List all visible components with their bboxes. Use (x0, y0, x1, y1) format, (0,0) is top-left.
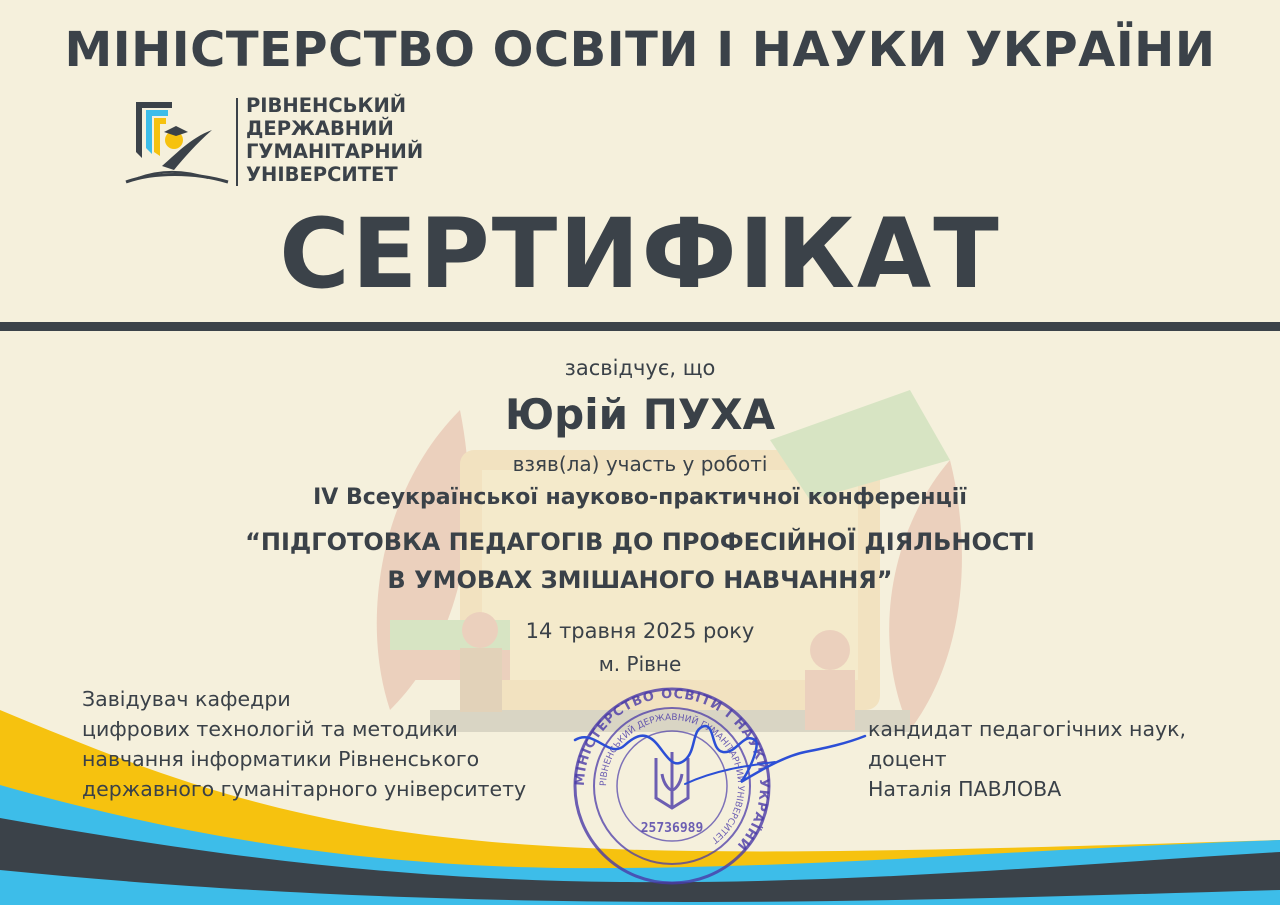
stamp-inner-text: РІВНЕНСЬКИЙ ДЕРЖАВНИЙ ГУМАНІТАРНИЙ УНІВЕРСИТЕТ (598, 712, 746, 845)
signatory-name-block (868, 714, 1186, 804)
university-name-line: ДЕРЖАВНИЙ (246, 117, 394, 140)
logo-divider (236, 98, 238, 186)
signatory-position-line: цифрових технологій та методики (82, 717, 458, 741)
signatory-position-line: Завідувач кафедри (82, 687, 291, 711)
certifies-text: засвідчує, що (564, 356, 716, 380)
signatory-position-line: навчання інформатики Рівненського (82, 747, 480, 771)
title-divider (0, 322, 1280, 331)
stamp-code: 25736989 (640, 821, 704, 836)
certificate-title: СЕРТИФІКАТ (279, 198, 1001, 310)
event-date: 14 травня 2025 року (525, 619, 755, 643)
ministry-heading: МІНІСТЕРСТВО ОСВІТИ І НАУКИ УКРАЇНИ (64, 22, 1216, 78)
university-logo (124, 96, 234, 188)
event-name: IV Всеукраїнської науково-практичної конференції (313, 485, 967, 510)
signatory-position-line: державного гуманітарного університету (82, 777, 527, 801)
event-city: м. Рівне (598, 652, 682, 676)
signatory-position (82, 684, 526, 804)
signatory-title: доцент (868, 747, 947, 771)
university-name-line: УНІВЕРСИТЕТ (246, 163, 398, 186)
university-name (246, 94, 423, 186)
signatory-name: Наталія ПАВЛОВА (868, 777, 1062, 801)
conference-topic-line-2: В УМОВАХ ЗМІШАНОГО НАВЧАННЯ” (387, 566, 893, 594)
signatory-degree: кандидат педагогічних наук, (868, 717, 1187, 741)
participation-text: взяв(ла) участь у роботі (512, 452, 768, 476)
university-name-line: ГУМАНІТАРНИЙ (246, 140, 424, 163)
university-name-line: РІВНЕНСЬКИЙ (246, 94, 407, 117)
stamp-outer-text: МІНІСТЕРСТВО ОСВІТИ І НАУКИ УКРАЇНИ (572, 686, 772, 854)
recipient-name: Юрій ПУХА (504, 390, 776, 439)
handwritten-signature (565, 700, 875, 810)
conference-topic-line-1: “ПІДГОТОВКА ПЕДАГОГІВ ДО ПРОФЕСІЙНОЇ ДІЯЛЬНОСТІ (245, 528, 1035, 556)
